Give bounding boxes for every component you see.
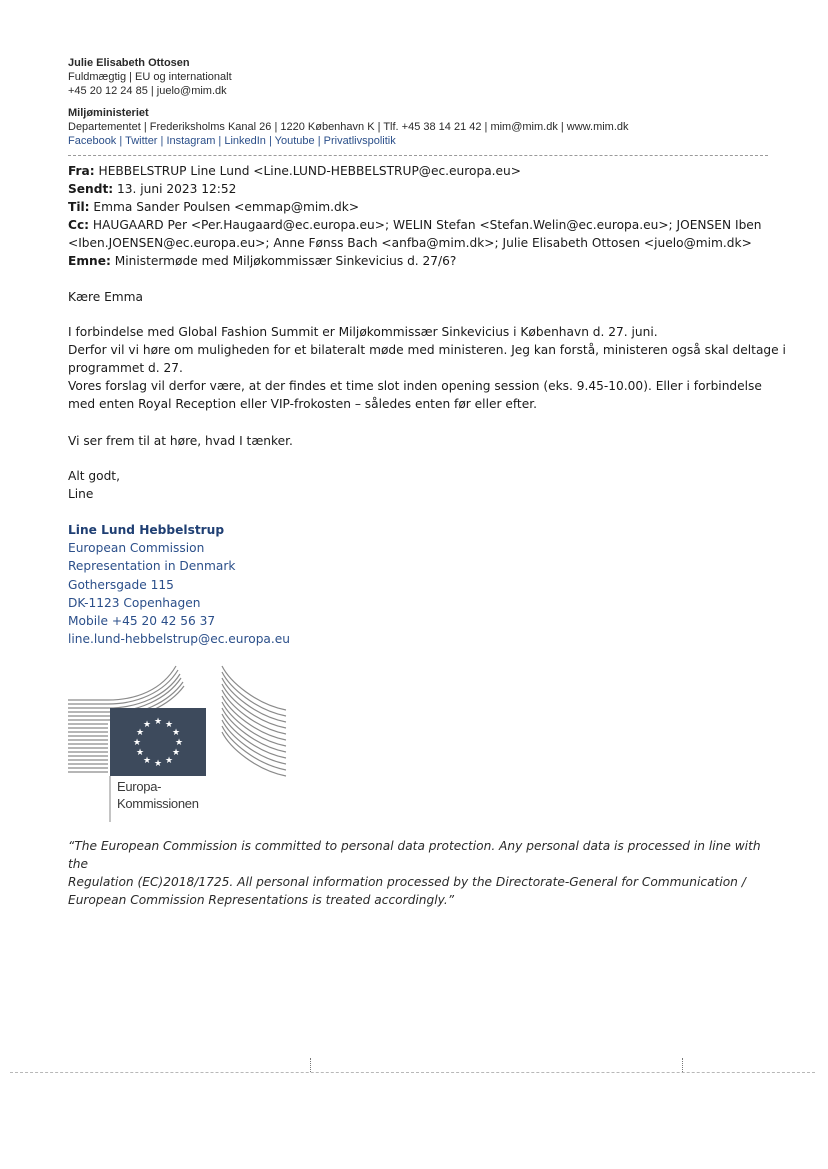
sent-label: Sendt: xyxy=(68,182,114,196)
svg-text:★: ★ xyxy=(135,728,145,738)
body-line: programmet d. 27. xyxy=(68,361,183,375)
from-label: Fra: xyxy=(68,164,95,178)
sender-links[interactable]: Facebook | Twitter | Instagram | LinkedIn | Youtube | Privatlivspolitik xyxy=(68,135,396,147)
to-value: Emma Sander Poulsen <emmap@mim.dk> xyxy=(93,200,360,214)
body-line: Vores forslag vil derfor være, at der findes et time slot inden opening session (eks. 9.45-10.00). Eller i forbindelse xyxy=(68,379,762,393)
sender-contact: +45 20 12 24 85 | juelo@mim.dk xyxy=(68,85,227,97)
svg-text:★: ★ xyxy=(171,728,181,738)
signature-name: Line Lund Hebbelstrup xyxy=(68,523,225,537)
sender-address: Departementet | Frederiksholms Kanal 26 | 1220 København K | Tlf. +45 38 14 21 42 | mim@mim.dk | www.mim.dk xyxy=(68,121,629,133)
body-line: med enten Royal Reception eller VIP-frokosten – således enten før eller efter. xyxy=(68,397,537,411)
svg-text:★: ★ xyxy=(164,756,174,766)
sent-row xyxy=(68,180,762,198)
cc-label: Cc: xyxy=(68,218,90,232)
cc-row xyxy=(68,216,762,234)
closing xyxy=(68,467,120,503)
signature-street: Gothersgade 115 xyxy=(68,577,174,592)
logo-wordmark xyxy=(117,778,199,812)
sender-org: Miljøministeriet xyxy=(68,107,149,119)
header-divider xyxy=(68,155,768,156)
from-value: HEBBELSTRUP Line Lund <Line.LUND-HEBBELSTRUP@ec.europa.eu> xyxy=(98,164,521,178)
signature-mobile: Mobile +45 20 42 56 37 xyxy=(68,614,216,629)
to-row xyxy=(68,198,762,216)
signature-org: European Commission xyxy=(68,541,205,556)
sender-title: Fuldmægtig | EU og internationalt xyxy=(68,71,232,83)
logo-line2: Kommissionen xyxy=(117,796,199,811)
disclaimer-line: “The European Commission is committed to personal data protection. Any personal data is processed in line with the xyxy=(68,839,761,871)
sent-value: 13. juni 2023 12:52 xyxy=(117,182,237,196)
svg-text:★: ★ xyxy=(171,748,181,758)
svg-text:★: ★ xyxy=(153,759,163,769)
svg-text:★: ★ xyxy=(153,717,163,727)
from-row xyxy=(68,162,762,180)
privacy-disclaimer xyxy=(68,837,768,909)
ec-signature-block xyxy=(68,521,290,648)
svg-text:★: ★ xyxy=(142,756,152,766)
email-header xyxy=(68,162,762,270)
svg-text:★: ★ xyxy=(174,738,184,748)
signature-dept: Representation in Denmark xyxy=(68,559,236,574)
logo-line1: Europa- xyxy=(117,779,162,794)
greeting: Kære Emma xyxy=(68,290,143,304)
svg-text:★: ★ xyxy=(135,748,145,758)
logo-building-right xyxy=(222,666,286,776)
subject-value: Ministermøde med Miljøkommissær Sinkevicius d. 27/6? xyxy=(114,254,457,268)
svg-text:★: ★ xyxy=(132,738,142,748)
footer-divider xyxy=(10,1072,815,1073)
cc-value-line2: <Iben.JOENSEN@ec.europa.eu>; Anne Fønss Bach <anfba@mim.dk>; Julie Elisabeth Ottosen <juelo@mim.dk> xyxy=(68,236,752,250)
svg-text:★: ★ xyxy=(164,720,174,730)
body-paragraph-1 xyxy=(68,323,786,413)
closing-signoff: Line xyxy=(68,487,94,501)
subject-row xyxy=(68,252,762,270)
disclaimer-line: Regulation (EC)2018/1725. All personal information processed by the Directorate-General for Communication / xyxy=(68,875,746,889)
signature-city: DK-1123 Copenhagen xyxy=(68,595,201,610)
scan-mark xyxy=(682,1058,684,1072)
body-line: Derfor vil vi høre om muligheden for et bilateralt møde med ministeren. Jeg kan forstå, ministeren også skal deltage i xyxy=(68,343,786,357)
signature-email[interactable]: line.lund-hebbelstrup@ec.europa.eu xyxy=(68,632,290,647)
scan-mark xyxy=(310,1058,312,1072)
to-label: Til: xyxy=(68,200,90,214)
disclaimer-line: European Commission Representations is treated accordingly.” xyxy=(68,893,455,907)
svg-text:★: ★ xyxy=(142,720,152,730)
body-paragraph-2: Vi ser frem til at høre, hvad I tænker. xyxy=(68,434,293,448)
sender-signature-block xyxy=(68,56,629,148)
closing-line: Alt godt, xyxy=(68,469,120,483)
subject-label: Emne: xyxy=(68,254,111,268)
body-line: I forbindelse med Global Fashion Summit er Miljøkommissær Sinkevicius i København d. 27. juni. xyxy=(68,325,658,339)
cc-value-line1: HAUGAARD Per <Per.Haugaard@ec.europa.eu>; WELIN Stefan <Stefan.Welin@ec.europa.eu>; JOENSEN Iben xyxy=(92,218,762,232)
sender-name: Julie Elisabeth Ottosen xyxy=(68,57,190,69)
